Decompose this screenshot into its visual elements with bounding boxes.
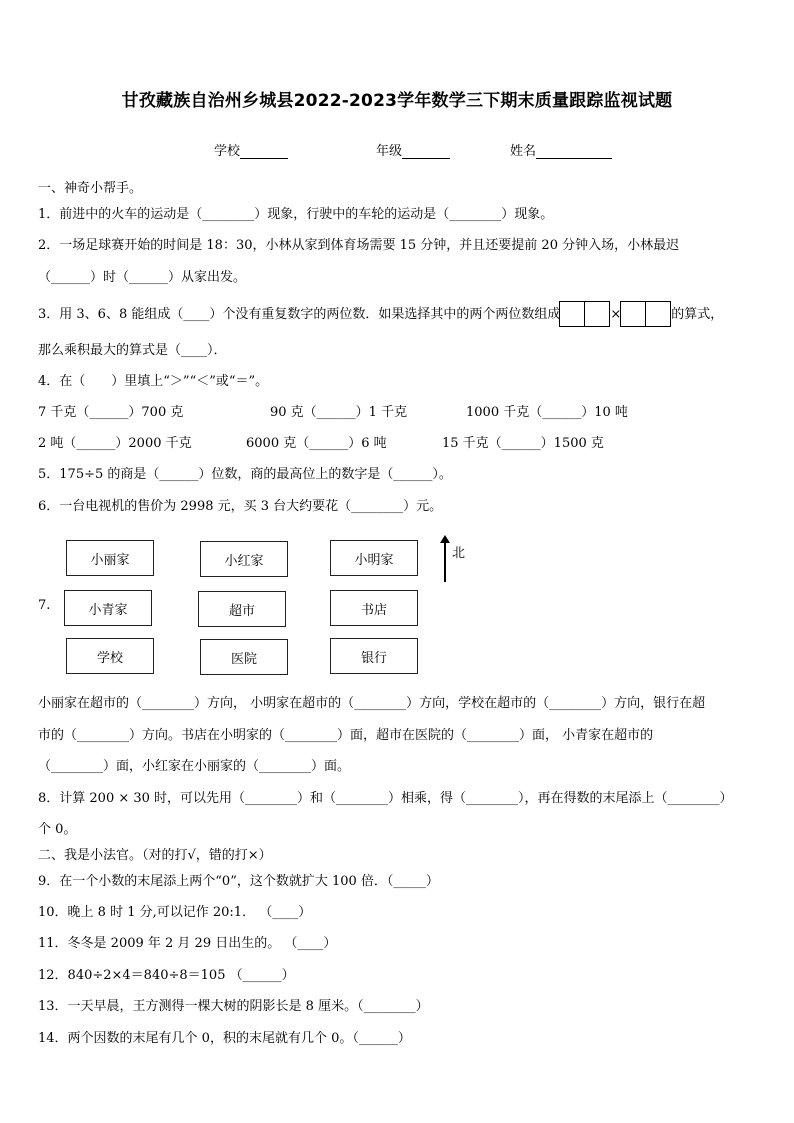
school-blank (240, 144, 288, 159)
map-box-xiaohong-home: 小红家 (200, 541, 288, 577)
map-box-xiaoqing-home: 小青家 (64, 590, 152, 626)
question-3-text: 3．用 3、6、8 能组成（____）个没有重复数字的两位数．如果选择其中的两个两位数组成 (38, 306, 561, 322)
question-5: 5．175÷5 的商是（______）位数，商的最高位上的数字是（______）。 (38, 467, 452, 482)
school-field (214, 140, 288, 159)
name-blank (536, 144, 612, 159)
name-label: 姓名 (510, 144, 537, 159)
map-box-bookstore: 书店 (330, 590, 418, 626)
school-label: 学校 (214, 144, 241, 159)
question-13: 13．一天早晨，王方测得一棵大树的阴影长是 8 厘米。（________） (38, 999, 429, 1014)
question-7-label: 7. (38, 598, 51, 613)
grade-blank (402, 144, 450, 159)
name-field (510, 140, 612, 159)
map-box-xiaoming-home: 小明家 (330, 540, 418, 576)
question-8-line-1: 8．计算 200 × 30 时，可以先用（________）和（________）相乘，得（________），再在得数的末尾添上（________） (38, 791, 733, 806)
q4-item-6: 15 千克（______）1500 克 (442, 436, 604, 451)
section-2-heading: 二、我是小法官。（对的打√，错的打×） (38, 848, 272, 863)
north-arrow-shaft (444, 540, 446, 582)
question-2-line-2: （______）时（______）从家出发。 (38, 270, 247, 285)
times-sign: × (610, 306, 622, 322)
question-8-line-2: 个 0。 (38, 822, 77, 837)
grade-field (376, 140, 450, 159)
map-box-xiaoli-home: 小丽家 (66, 540, 154, 576)
question-4: 4．在（ ）里填上“＞”“＜”或“＝”。 (38, 374, 269, 389)
map-box-hospital: 医院 (200, 639, 288, 675)
factor-boxes-right (621, 301, 671, 328)
q4-item-1: 7 千克（______）700 克 (38, 405, 184, 420)
question-9: 9．在一个小数的末尾添上两个“0”，这个数就扩大 100 倍．（_____） (38, 874, 439, 889)
question-12: 12．840÷2×4＝840÷8＝105 （______） (38, 968, 295, 983)
map-box-supermarket: 超市 (198, 591, 286, 627)
question-7-line-2: 市的（________）方向。书店在小明家的（________）面，超市在医院的（________）面， 小青家在超市的 (38, 728, 654, 743)
question-3-line-2: 那么乘积最大的算式是（____）． (38, 343, 227, 358)
factor-boxes-left (560, 301, 610, 328)
question-3-line-1 (38, 301, 723, 328)
grade-label: 年级 (376, 144, 403, 159)
question-7-line-1: 小丽家在超市的（________）方向， 小明家在超市的（________）方向，学校在超市的（________）方向，银行在超 (38, 696, 706, 711)
q4-item-3: 1000 千克（______）10 吨 (466, 405, 628, 420)
q4-item-4: 2 吨（______）2000 千克 (38, 436, 192, 451)
question-3-suffix: 的算式， (671, 306, 724, 322)
north-label: 北 (452, 546, 466, 561)
question-14: 14．两个因数的末尾有几个 0，积的末尾就有几个 0。（______） (38, 1031, 411, 1046)
section-1-heading: 一、神奇小帮手。 (38, 181, 143, 196)
q4-item-5: 6000 克（______）6 吨 (246, 436, 387, 451)
question-2-line-1: 2．一场足球赛开始的时间是 18：30，小林从家到体育场需要 15 分钟，并且还要提前 20 分钟入场，小林最迟 (38, 238, 680, 253)
question-11: 11．冬冬是 2009 年 2 月 29 日出生的。 （____） (38, 936, 337, 951)
map-box-bank: 银行 (330, 638, 418, 674)
question-1: 1．前进中的火车的运动是（________）现象，行驶中的车轮的运动是（________）现象。 (38, 207, 554, 222)
map-box-school: 学校 (66, 638, 154, 674)
question-7-line-3: （________）面，小红家在小丽家的（________）面。 (38, 759, 351, 774)
page-title: 甘孜藏族自治州乡城县2022-2023学年数学三下期末质量跟踪监视试题 (121, 91, 673, 111)
question-6: 6．一台电视机的售价为 2998 元，买 3 台大约要花（________）元。 (38, 499, 443, 514)
q4-item-2: 90 克（______）1 千克 (270, 405, 408, 420)
question-10: 10．晚上 8 时 1 分,可以记作 20:1． （____） (38, 905, 312, 920)
